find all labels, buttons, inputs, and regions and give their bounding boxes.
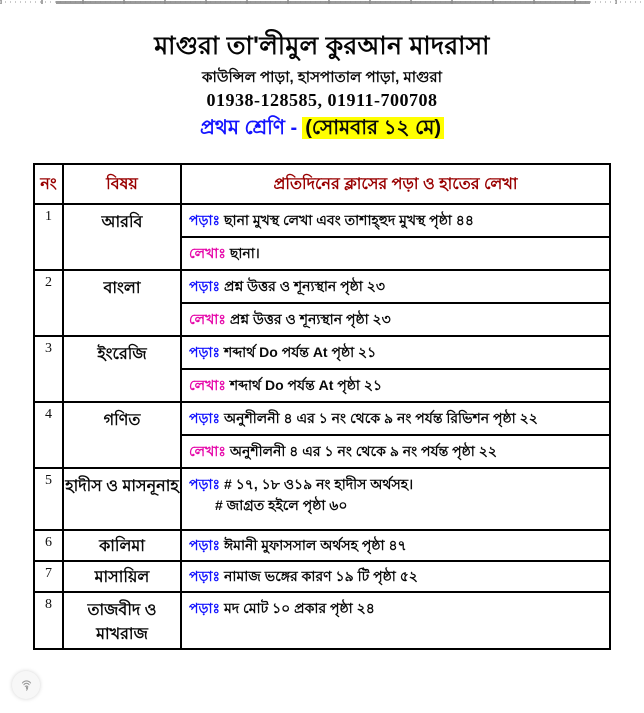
write-text: ছানা। [229, 245, 260, 261]
address-line: কাউন্সিল পাড়া, হাসপাতাল পাড়া, মাগুরা [201, 69, 443, 86]
read-text: নামাজ ভঙ্গের কারণ ১৯ টি পৃষ্ঠা ৫২ [224, 568, 418, 584]
read-text: অনুশীলনী ৪ এর ১ নং থেকে ৯ নং পর্যন্ত রিভিশন পৃষ্ঠা ২২ [224, 410, 538, 426]
page-title: মাগুরা তা'লীমুল কুরআন মাদরাসা [154, 32, 490, 60]
subject-cell: কালিমা [63, 530, 181, 561]
read-text: # ১৭, ১৮ ও১৯ নং হাদীস অর্থসহ। [224, 476, 414, 492]
subject-cell: মাসায়িল [63, 561, 181, 592]
row-number: 1 [34, 204, 63, 270]
read-text: ছানা মুখস্থ লেখা এবং তাশাহ্হুদ মুখস্থ পৃষ্ঠা ৪৪ [224, 212, 474, 228]
subject-cell: বাংলা [63, 270, 181, 336]
read-label: পড়াঃ [189, 537, 221, 553]
fingerprint-icon [19, 678, 34, 693]
write-label: লেখাঃ [189, 377, 226, 393]
date-highlight-badge: (সোমবার ১২ মে) [302, 117, 444, 139]
write-text: শব্দার্থ Do পর্যন্ত At পৃষ্ঠা ২১ [229, 377, 383, 393]
read-text: ঈমানী মুফাসসাল অর্থসহ পৃষ্ঠা ৪৭ [224, 537, 407, 553]
write-label: লেখাঃ [189, 311, 226, 327]
table-row [34, 402, 610, 435]
read-cell [181, 530, 610, 561]
col-header-details: প্রতিদিনের ক্লাসের পড়া ও হাতের লেখা [181, 164, 610, 204]
table-row [34, 468, 610, 530]
write-cell [181, 303, 610, 336]
read-line-2: # জাগ্রত হইলে পৃষ্ঠা ৬০ [215, 497, 348, 513]
read-label: পড়াঃ [189, 344, 221, 360]
table-row [34, 592, 610, 649]
table-row [34, 530, 610, 561]
read-label: পড়াঃ [189, 212, 221, 228]
read-cell [181, 402, 610, 435]
read-text: শব্দার্থ Do পর্যন্ত At পৃষ্ঠা ২১ [224, 344, 377, 360]
write-text: প্রশ্ন উত্তর ও শূন্যস্থান পৃষ্ঠা ২৩ [229, 311, 391, 327]
write-cell [181, 435, 610, 468]
class-date-line [0, 113, 644, 146]
phone-numbers: 01938-128585, 01911-700708 [206, 90, 438, 110]
read-text: মদ মোট ১০ প্রকার পৃষ্ঠা ২৪ [224, 600, 375, 616]
read-cell [181, 204, 610, 237]
subject-cell: আরবি [63, 204, 181, 270]
read-cell [181, 592, 610, 649]
read-cell [181, 468, 610, 530]
ruler-margin-band [56, 1, 590, 4]
row-number: 3 [34, 336, 63, 402]
read-label: পড়াঃ [189, 600, 221, 616]
read-label: পড়াঃ [189, 476, 221, 492]
row-number: 5 [34, 468, 63, 530]
write-cell [181, 237, 610, 270]
write-cell [181, 369, 610, 402]
row-number: 6 [34, 530, 63, 561]
class-label: প্রথম শ্রেণি - [199, 117, 298, 139]
write-label: লেখাঃ [189, 245, 226, 261]
read-label: পড়াঃ [189, 568, 221, 584]
write-text: অনুশীলনী ৪ এর ১ নং থেকে ৯ নং পর্যন্ত পৃষ্ঠা ২২ [229, 443, 497, 459]
col-header-no: নং [34, 164, 63, 204]
read-cell [181, 270, 610, 303]
subject-cell: ইংরেজি [63, 336, 181, 402]
table-row [34, 561, 610, 592]
table-row [34, 204, 610, 237]
read-label: পড়াঃ [189, 410, 221, 426]
lesson-routine-table [33, 163, 611, 650]
subject-cell: হাদীস ও মাসনূনাহ [63, 468, 181, 530]
read-cell [181, 336, 610, 369]
row-number: 4 [34, 402, 63, 468]
col-header-subject: বিষয় [63, 164, 181, 204]
read-text: প্রশ্ন উত্তর ও শূন্যস্থান পৃষ্ঠা ২৩ [224, 278, 385, 294]
read-line-1 [189, 474, 602, 495]
row-number: 2 [34, 270, 63, 336]
read-label: পড়াঃ [189, 278, 221, 294]
watermark-button[interactable] [12, 671, 40, 699]
subject-cell: তাজবীদ ও মাখরাজ [63, 592, 181, 649]
row-number: 7 [34, 561, 63, 592]
row-number: 8 [34, 592, 63, 649]
write-label: লেখাঃ [189, 443, 226, 459]
read-cell [181, 561, 610, 592]
table-header-row [34, 164, 610, 204]
table-row [34, 270, 610, 303]
subject-cell: গণিত [63, 402, 181, 468]
table-row [34, 336, 610, 369]
